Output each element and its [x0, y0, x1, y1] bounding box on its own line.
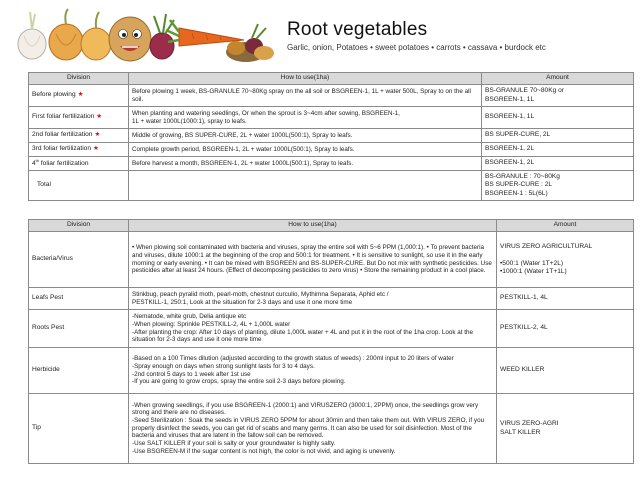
garlic-icon	[18, 12, 46, 59]
division-cell: Roots Pest	[29, 310, 129, 348]
page-header	[0, 0, 640, 66]
division-cell: 2nd foliar fertilization ★	[29, 129, 129, 143]
star-icon: ★	[96, 113, 103, 121]
column-header-how-to-use: How to use(1ha)	[129, 220, 497, 232]
amount-cell: VIRUS ZERO-AGRI SALT KILLER	[497, 394, 634, 464]
table-header-row	[29, 73, 634, 85]
potato-character-icon	[109, 17, 151, 61]
division-cell: 4th foliar fertilization	[29, 157, 129, 171]
how-to-use-cell: -When growing seedlings, if you use BSGREEN-1 (2000:1) and VIRUSZERO (3000:1, 2PPM) once, the seedlings grow very strong and there are no diseases. -Seed Sterilization : Soak the seeds in VIRUS ZERO 5PPM for about 30min and then take them out. With VIRUS ZERO, if you properly disinfect the seeds, you can get rid of scabs and many germs. It can also be used for soil disinfection. Most of the bacteria and viruses that are latent in the fallow soil can be removed. -Use SALT KILLER if your soil is salty or your groundwater is highly salty. -Use BSGREEN-M if the sugar content is not high, the color is not vivid, and aging is unevenly.	[129, 394, 497, 464]
vegetables-illustration	[14, 6, 280, 64]
column-header-division: Division	[29, 220, 129, 232]
table-row	[29, 157, 634, 171]
table-row	[29, 107, 634, 129]
how-to-use-cell: -Based on a 100 Times dilution (adjusted according to the growth status of weeds) : 200ml input to 20 liters of water -Spray enough on days when strong sunlight lasts for 3 to 4 days. -2nd control 5 days to 1 week after 1st use -If you are going to grow crops, spray the entire soil 2-3 days before plowing.	[129, 348, 497, 394]
amount-cell: PESTKILL-2, 4L	[497, 310, 634, 348]
amount-cell: VIRUS ZERO AGRICULTURAL •500:1 (Water 1T+2L) •1000:1 (Water 1T+1L)	[497, 232, 634, 288]
how-to-use-cell: • When plowing soil contaminated with bacteria and viruses, spray the entire soil with 5~6 PPM (1,000:1). • To prevent bacteria and viruses, dilute 1000:1 at the beginning of the crop and 500:1 for treatment. • It is sensitive to sunlight, so use it in the early morning or early evening. • It can be mixed with BSGREEN and BS-SUPER-CURE. But Do not mix with synthetic pesticides. Use pesticides after at least 24 hours. (Effect of decomposing pesticides to zero virus) • Store the remaining product in a cool place.	[129, 232, 497, 288]
table-row	[29, 232, 634, 288]
star-icon: ★	[77, 91, 84, 99]
how-to-use-cell: Middle of growing, BS SUPER-CURE, 2L + water 1000L(500:1), Spray to leafs.	[129, 129, 482, 143]
how-to-use-cell: When planting and watering seedlings, Or when the sprout is 3~4cm after sowing, BSGREEN-1, 1L + water 1000L(1000:1), spray to leafs.	[129, 107, 482, 129]
division-cell: Leafs Pest	[29, 288, 129, 310]
page-subtitle: Garlic, onion, Potatoes • sweet potatoes • carrots • cassava • burdock etc	[287, 43, 546, 52]
onion-icon-2	[81, 12, 111, 60]
amount-cell: WEED KILLER	[497, 348, 634, 394]
star-icon: ★	[93, 145, 99, 153]
division-cell: Bacteria/Virus	[29, 232, 129, 288]
division-cell: Herbicide	[29, 348, 129, 394]
table-row	[29, 129, 634, 143]
vegetable-pile-icon	[226, 24, 274, 62]
column-header-how-to-use: How to use(1ha)	[129, 73, 482, 85]
division-cell: Tip	[29, 394, 129, 464]
total-row	[29, 171, 634, 201]
amount-cell: BSGREEN-1, 1L	[482, 107, 634, 129]
division-cell: Before plowing ★	[29, 85, 129, 107]
amount-cell: BSGREEN-1, 2L	[482, 157, 634, 171]
table-row	[29, 310, 634, 348]
column-header-division: Division	[29, 73, 129, 85]
table-row	[29, 143, 634, 157]
fertilization-table	[28, 72, 634, 201]
table-row	[29, 85, 634, 107]
division-cell: First foliar fertilization ★	[29, 107, 129, 129]
division-cell: 3rd foliar fertilization ★	[29, 143, 129, 157]
amount-cell: BS-GRANULE 70~80Kg or BSGREEN-1, 1L	[482, 85, 634, 107]
table-row	[29, 348, 634, 394]
how-to-use-cell: -Nematode, white grub, Delia antique etc -When plowing: Sprinkle PESTKILL-2, 4L + 1,000L water -After planting the crop: After 10 days of planting, dilute 1,000L water + 4L and put it in the root of the 1ha crop. Look at the situation for 2-3 days and use it one more time	[129, 310, 497, 348]
total-label: Total	[29, 171, 129, 201]
total-empty-cell	[129, 171, 482, 201]
table-row	[29, 288, 634, 310]
star-icon: ★	[94, 131, 101, 139]
amount-cell: BS SUPER-CURE, 2L	[482, 129, 634, 143]
amount-cell: BSGREEN-1, 2L	[482, 143, 634, 157]
onion-icon	[49, 9, 83, 60]
how-to-use-cell: Before plowing 1 week, BS-GRANULE 70~80Kg spray on the all soil or BSGREEN-1, 1L + water 500L, Spray to on the all soil.	[129, 85, 482, 107]
column-header-amount: Amount	[497, 220, 634, 232]
column-header-amount: Amount	[482, 73, 634, 85]
how-to-use-cell: Before harvest a month, BSGREEN-1, 2L + water 1000L(500:1), Spray to leafs.	[129, 157, 482, 171]
total-amount: BS-GRANULE : 70~80Kg BS SUPER-CURE : 2L BSGREEN-1 : 5L(6L)	[482, 171, 634, 201]
amount-cell: PESTKILL-1, 4L	[497, 288, 634, 310]
how-to-use-cell: Stinkbug, peach pyralid moth, pearl-moth, chestnut curculio, Mythimna Separata, Aphid etc / PESTKILL-1, 250:1, Look at the situation for 2-3 days and use it one more time	[129, 288, 497, 310]
table-row	[29, 394, 634, 464]
how-to-use-cell: Complete growth period, BSGREEN-1, 2L + water 1000L(500:1), Spray to leafs.	[129, 143, 482, 157]
table-header-row	[29, 220, 634, 232]
pest-control-table	[28, 219, 634, 464]
page-title: Root vegetables	[287, 19, 428, 40]
